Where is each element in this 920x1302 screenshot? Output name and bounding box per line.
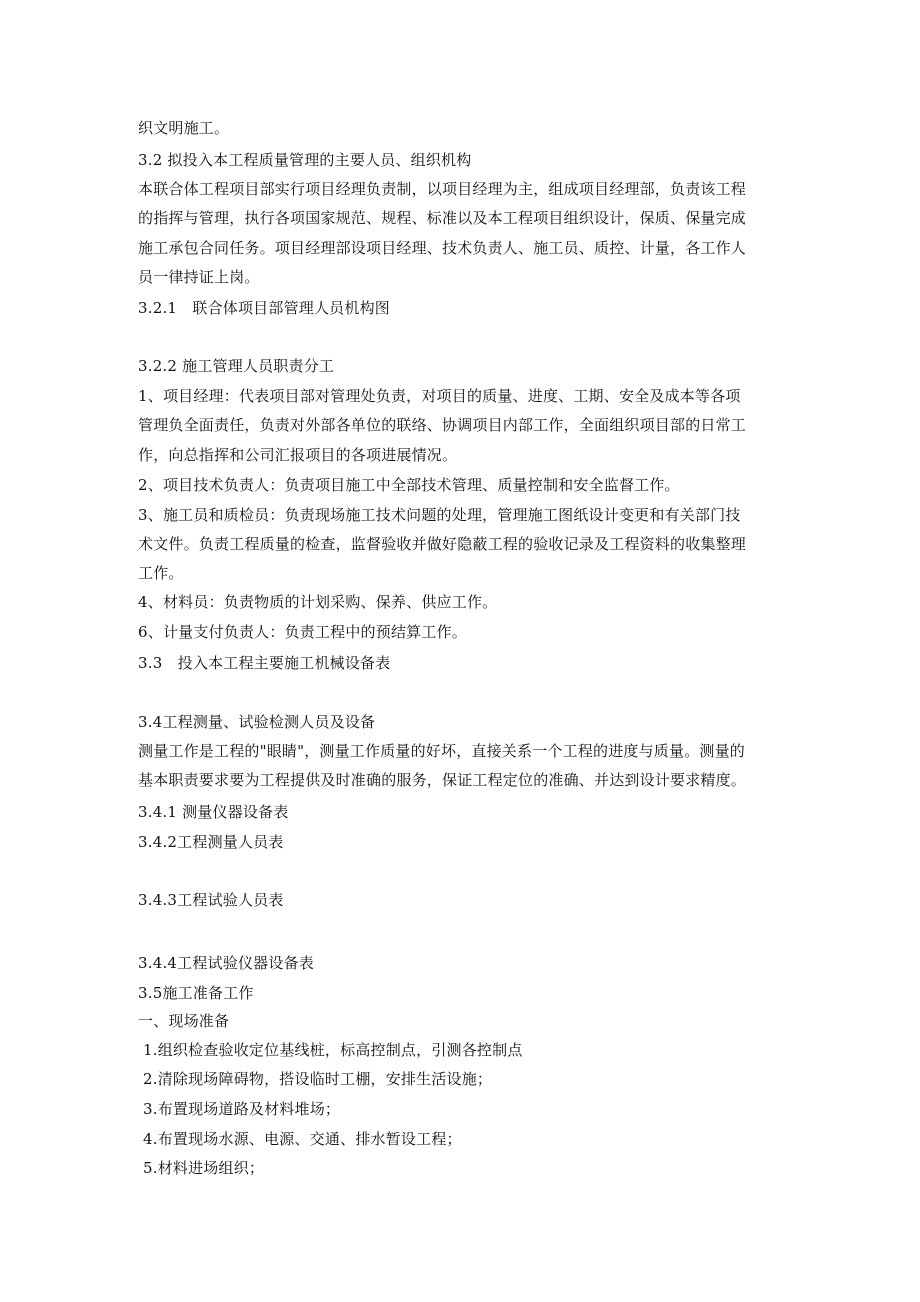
list-item: 2.清除现场障碍物，搭设临时工棚，安排生活设施； [143,1070,493,1088]
paragraph-line: 4、材料员：负责物质的计划采购、保养、供应工作。 [138,593,498,611]
list-item: 5.材料进场组织； [143,1159,265,1177]
section-heading: 3.2.1 联合体项目部管理人员机构图 [138,299,390,317]
paragraph-line: 织文明施工。 [138,119,230,137]
list-item: 3.布置现场道路及材料堆场； [143,1100,341,1118]
paragraph-line: 本联合体工程项目部实行项目经理负责制，以项目经理为主，组成项目经理部，负责该工程 [138,180,747,198]
section-heading: 3.2 拟投入本工程质量管理的主要人员、组织机构 [138,151,472,169]
paragraph-line: 测量工作是工程的"眼睛"，测量工作质量的好坏，直接关系一个工程的进度与质量。测量的 [138,742,746,760]
paragraph-line: 施工承包合同任务。项目经理部设项目经理、技术负责人、施工员、质控、计量，各工作人 [138,239,747,257]
section-heading: 3.3 投入本工程主要施工机械设备表 [138,654,391,672]
paragraph-line: 管理负全面责任，负责对外部各单位的联络、协调项目内部工作，全面组织项目部的日常工 [138,416,747,434]
list-item: 1.组织检查验收定位基线桩，标高控制点，引测各控制点 [143,1041,523,1059]
section-heading: 3.4.3工程试验人员表 [138,891,284,909]
subsection-heading: 一、现场准备 [138,1012,230,1030]
paragraph-line: 基本职责要求要为工程提供及时准确的服务，保证工程定位的准确、并达到设计要求精度。 [138,771,747,789]
paragraph-line: 术文件。负责工程质量的检查，监督验收并做好隐蔽工程的验收记录及工程资料的收集整理 [138,535,747,553]
paragraph-line: 2、项目技术负责人：负责项目施工中全部技术管理、质量控制和安全监督工作。 [138,476,680,494]
paragraph-line: 工作。 [138,564,184,582]
section-heading: 3.4.4工程试验仪器设备表 [138,954,314,972]
section-heading: 3.2.2 施工管理人员职责分工 [138,357,335,375]
paragraph-line: 员一律持证上岗。 [138,268,260,286]
list-item: 4.布置现场水源、电源、交通、排水暂设工程； [143,1130,462,1148]
paragraph-line: 1、项目经理：代表项目部对管理处负责，对项目的质量、进度、工期、安全及成本等各项 [138,387,741,405]
paragraph-line: 6、计量支付负责人：负责工程中的预结算工作。 [138,623,467,641]
paragraph-line: 作，向总指挥和公司汇报项目的各项进展情况。 [138,446,458,464]
section-heading: 3.4.1 测量仪器设备表 [138,803,289,821]
section-heading: 3.4工程测量、试验检测人员及设备 [138,713,376,731]
section-heading: 3.5施工准备工作 [138,984,254,1002]
paragraph-line: 3、施工员和质检员：负责现场施工技术问题的处理，管理施工图纸设计变更和有关部门技 [138,506,741,524]
paragraph-line: 的指挥与管理，执行各项国家规范、规程、标准以及本工程项目组织设计，保质、保量完成 [138,209,747,227]
section-heading: 3.4.2工程测量人员表 [138,833,284,851]
